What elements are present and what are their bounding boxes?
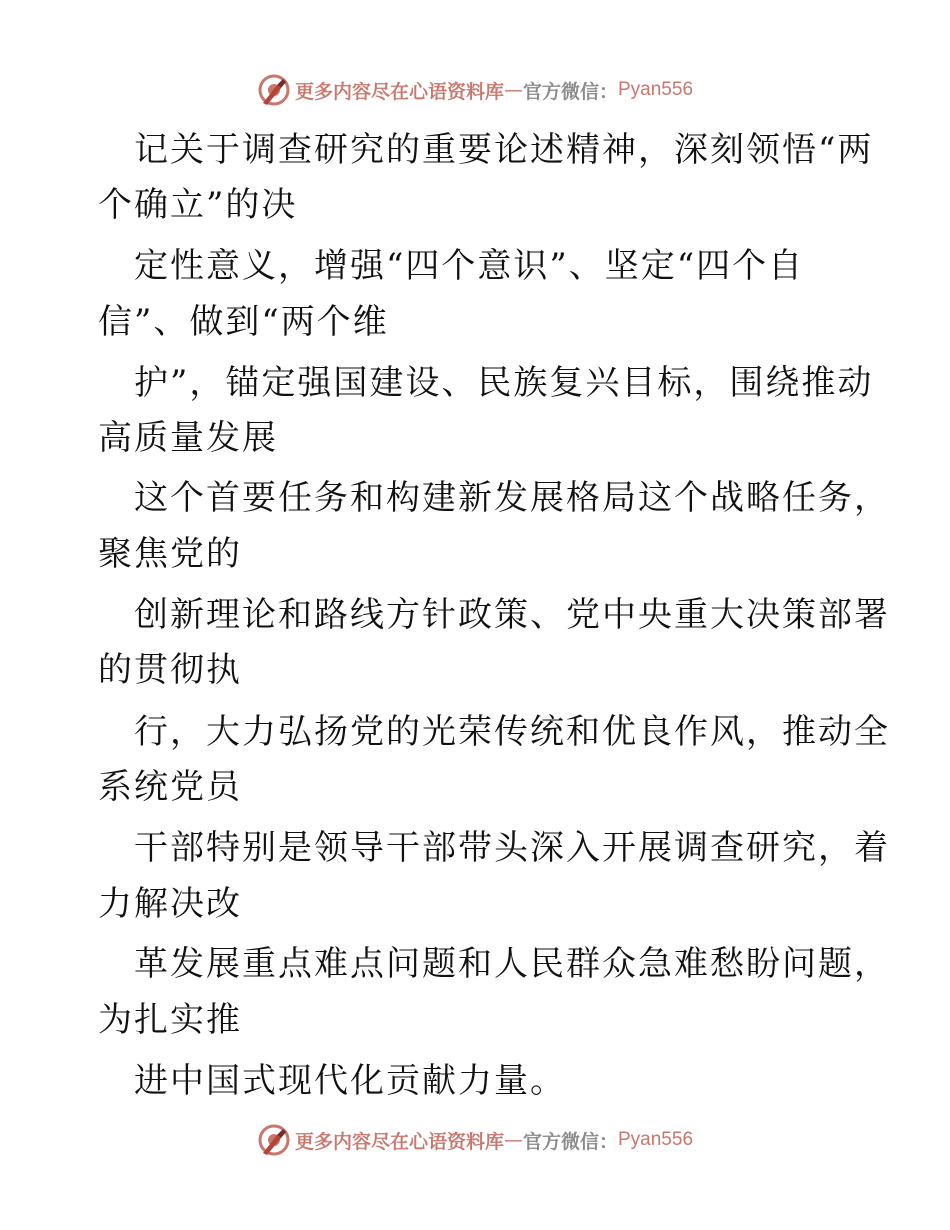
text-line: 行，大力弘扬党的光荣传统和优良作风，推动全 (134, 712, 890, 752)
text-line: 革发展重点难点问题和人民群众急难愁盼问题， (134, 944, 890, 984)
text-line: 的贯彻执 (98, 650, 242, 690)
banner-wechat-label: 官方微信： (522, 1130, 618, 1153)
banner-dash: — (503, 79, 523, 101)
text-line: 个确立”的决 (98, 185, 298, 225)
text-line: 信”、做到“两个维 (98, 302, 389, 342)
banner-wechat-label: 官方微信： (522, 80, 618, 103)
banner-title: 更多内容尽在心语资料库 (294, 80, 504, 103)
pen-logo-icon (257, 73, 291, 107)
pen-logo-icon (257, 1123, 291, 1157)
banner-wechat-id: Pyan556 (618, 1129, 694, 1150)
text-line: 为扎实推 (98, 1000, 242, 1040)
text-line: 进中国式现代化贡献力量。 (134, 1061, 566, 1101)
banner-dash: — (503, 1129, 523, 1151)
footer-banner (0, 1118, 950, 1162)
banner-title: 更多内容尽在心语资料库 (294, 1130, 504, 1153)
text-line: 聚焦党的 (98, 534, 242, 574)
header-banner (0, 68, 950, 112)
text-line: 这个首要任务和构建新发展格局这个战略任务， (134, 478, 890, 518)
text-line: 护”，锚定强国建设、民族复兴目标，围绕推动 (134, 363, 874, 403)
text-line: 高质量发展 (98, 418, 278, 458)
text-line: 定性意义，增强“四个意识”、坚定“四个自 (134, 246, 805, 286)
text-line: 创新理论和路线方针政策、党中央重大决策部署 (134, 595, 890, 635)
banner-wechat-id: Pyan556 (618, 79, 694, 100)
text-line: 力解决改 (98, 884, 242, 924)
text-line: 系统党员 (98, 767, 242, 807)
text-line: 干部特别是领导干部带头深入开展调查研究，着 (134, 828, 890, 868)
text-line: 记关于调查研究的重要论述精神，深刻领悟“两 (134, 130, 874, 170)
